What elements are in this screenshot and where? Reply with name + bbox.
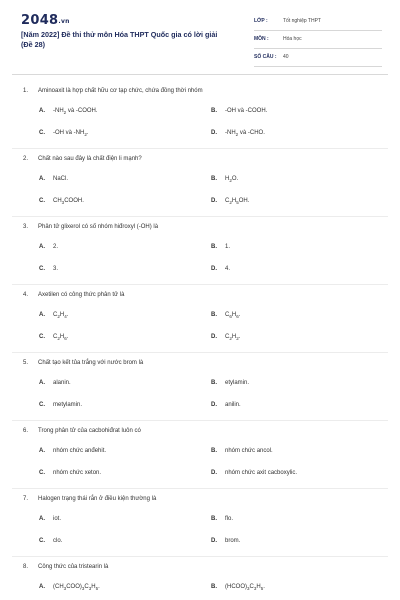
option-letter: B. — [211, 244, 217, 250]
question-text: Halogen trạng thái rắn ở điều kiện thường là — [38, 496, 157, 502]
answer-option-d[interactable] — [211, 538, 240, 544]
answer-option-a[interactable] — [39, 312, 68, 319]
option-text: $CH_3COOH$. — [53, 198, 84, 206]
question-text: Chất tạo kết tủa trắng với nước brom là — [38, 360, 144, 366]
question-separator — [12, 556, 388, 557]
answer-option-d[interactable] — [211, 266, 230, 272]
answer-option-a[interactable] — [39, 108, 98, 115]
question-text: Phân tử glixerol có số nhóm hiđroxyl (-OH) là — [38, 224, 159, 230]
answer-option-b[interactable] — [211, 244, 230, 250]
option-letter: C. — [39, 334, 45, 340]
question-stem — [23, 360, 143, 366]
question-separator — [12, 420, 388, 421]
question-separator — [12, 216, 388, 217]
question-separator — [12, 488, 388, 489]
option-letter: A. — [39, 516, 45, 522]
answer-option-c[interactable] — [39, 538, 62, 544]
option-letter: B. — [211, 312, 217, 318]
answer-option-d[interactable] — [211, 470, 297, 476]
question-number: 5. — [23, 360, 29, 366]
meta-count-row — [254, 52, 382, 67]
option-letter: D. — [211, 198, 217, 204]
option-letter: B. — [211, 176, 217, 182]
answer-option-b[interactable] — [211, 516, 233, 522]
question-stem — [23, 428, 141, 434]
option-text: $H_2O$. — [225, 176, 239, 184]
answer-option-c[interactable] — [39, 130, 89, 137]
option-text: $C_2H_5OH$. — [225, 198, 250, 206]
option-letter: B. — [211, 108, 217, 114]
answer-option-d[interactable] — [211, 402, 241, 408]
answer-option-b[interactable] — [211, 312, 240, 319]
meta-label: SỐ CÂU : — [254, 54, 277, 60]
option-text: anilin. — [225, 402, 241, 408]
option-letter: A. — [39, 176, 45, 182]
option-letter: D. — [211, 402, 217, 408]
meta-value: Hóa học — [283, 36, 302, 42]
option-letter: A. — [39, 380, 45, 386]
answer-option-a[interactable] — [39, 516, 61, 522]
question-number: 1. — [23, 88, 29, 94]
option-text: clo. — [53, 538, 63, 544]
option-text: iot. — [53, 516, 62, 522]
question-separator — [12, 284, 388, 285]
meta-subject-row — [254, 34, 382, 49]
option-text: -OH và -COOH. — [225, 108, 268, 114]
question-separator — [12, 352, 388, 353]
answer-option-a[interactable] — [39, 244, 58, 250]
option-text: brom. — [225, 538, 241, 544]
option-letter: D. — [211, 334, 217, 340]
option-text: etylamin. — [225, 380, 250, 386]
answer-option-c[interactable] — [39, 402, 82, 408]
option-letter: A. — [39, 584, 45, 590]
option-text: 1. — [225, 244, 231, 250]
option-letter: A. — [39, 448, 45, 454]
option-text: nhóm chức axit cacboxylic. — [225, 470, 298, 476]
option-letter: C. — [39, 130, 45, 136]
answer-option-c[interactable] — [39, 266, 58, 272]
answer-option-a[interactable] — [39, 176, 68, 182]
option-text: metylamin. — [53, 402, 83, 408]
answer-option-d[interactable] — [211, 130, 265, 137]
option-text: $(HCOO)_3C_3H_5$. — [225, 584, 265, 592]
option-letter: B. — [211, 380, 217, 386]
option-letter: D. — [211, 538, 217, 544]
question-text: Công thức của tristearin là — [38, 564, 109, 570]
option-text: $-NH_2$ và -COOH. — [53, 108, 98, 116]
answer-option-d[interactable] — [211, 334, 240, 341]
option-text: nhóm chức ancol. — [225, 448, 273, 454]
question-number: 4. — [23, 292, 29, 298]
answer-option-a[interactable] — [39, 448, 106, 454]
document-meta — [254, 16, 382, 70]
option-letter: C. — [39, 470, 45, 476]
option-letter: A. — [39, 108, 45, 114]
option-letter: D. — [211, 130, 217, 136]
question-stem — [23, 156, 142, 162]
question-text: Trong phân tử của cacbohiđrat luôn có — [38, 428, 141, 434]
question-number: 7. — [23, 496, 29, 502]
answer-option-a[interactable] — [39, 380, 71, 386]
option-text: $(CH_3COO)_3C_3H_5$. — [53, 584, 100, 592]
option-text: $C_6H_6$. — [225, 312, 241, 320]
question-text: Axetilen có công thức phân tử là — [38, 292, 125, 298]
answer-option-b[interactable] — [211, 108, 267, 114]
option-text: 2. — [53, 244, 59, 250]
option-letter: A. — [39, 312, 45, 318]
option-letter: C. — [39, 538, 45, 544]
option-text: -OH và $-NH_2$. — [53, 130, 89, 138]
option-letter: D. — [211, 266, 217, 272]
question-stem — [23, 88, 203, 94]
question-text: Chất nào sau đây là chất điện li mạnh? — [38, 156, 142, 162]
question-stem — [23, 224, 158, 230]
option-text: nhóm chức xeton. — [53, 470, 102, 476]
question-number: 6. — [23, 428, 29, 434]
question-number: 8. — [23, 564, 29, 570]
answer-option-b[interactable] — [211, 380, 249, 386]
answer-option-c[interactable] — [39, 470, 101, 476]
answer-option-c[interactable] — [39, 334, 68, 341]
option-text: nhóm chức anđehit. — [53, 448, 107, 454]
option-letter: C. — [39, 198, 45, 204]
meta-value: Tốt nghiệp THPT — [283, 18, 321, 24]
option-text: $C_2H_2$. — [225, 334, 241, 342]
question-number: 3. — [23, 224, 29, 230]
question-stem — [23, 292, 124, 298]
answer-option-b[interactable] — [211, 176, 238, 183]
meta-class-row — [254, 16, 382, 31]
answer-option-c[interactable] — [39, 198, 84, 205]
option-text: flo. — [225, 516, 234, 522]
answer-option-a[interactable] — [39, 584, 100, 591]
answer-option-b[interactable] — [211, 448, 273, 454]
option-letter: C. — [39, 402, 45, 408]
option-letter: C. — [39, 266, 45, 272]
header-divider — [12, 74, 388, 75]
option-text: NaCl. — [53, 176, 69, 182]
meta-label: LỚP : — [254, 18, 268, 24]
answer-option-d[interactable] — [211, 198, 249, 205]
option-letter: B. — [211, 584, 217, 590]
option-letter: B. — [211, 448, 217, 454]
document-title: [Năm 2022] Đề thi thử môn Hóa THPT Quốc gia có lời giải (Đề 28) — [21, 30, 218, 49]
site-logo[interactable]: 2048.vn — [21, 13, 70, 28]
option-text: 3. — [53, 266, 59, 272]
option-text: $C_2H_6$. — [53, 334, 69, 342]
question-text: Aminoaxit là hợp chất hữu cơ tạp chức, chứa đồng thời nhóm — [38, 88, 203, 94]
answer-option-b[interactable] — [211, 584, 265, 591]
option-letter: A. — [39, 244, 45, 250]
question-stem — [23, 564, 108, 570]
option-text: $-NH_2$ và -CHO. — [225, 130, 265, 138]
meta-label: MÔN : — [254, 36, 269, 42]
question-number: 2. — [23, 156, 29, 162]
document-header — [0, 0, 400, 70]
meta-value: 40 — [283, 54, 289, 60]
option-text: $C_2H_4$. — [53, 312, 69, 320]
option-letter: B. — [211, 516, 217, 522]
question-separator — [12, 148, 388, 149]
option-letter: D. — [211, 470, 217, 476]
question-stem — [23, 496, 156, 502]
option-text: 4. — [225, 266, 231, 272]
option-text: alanin. — [53, 380, 71, 386]
